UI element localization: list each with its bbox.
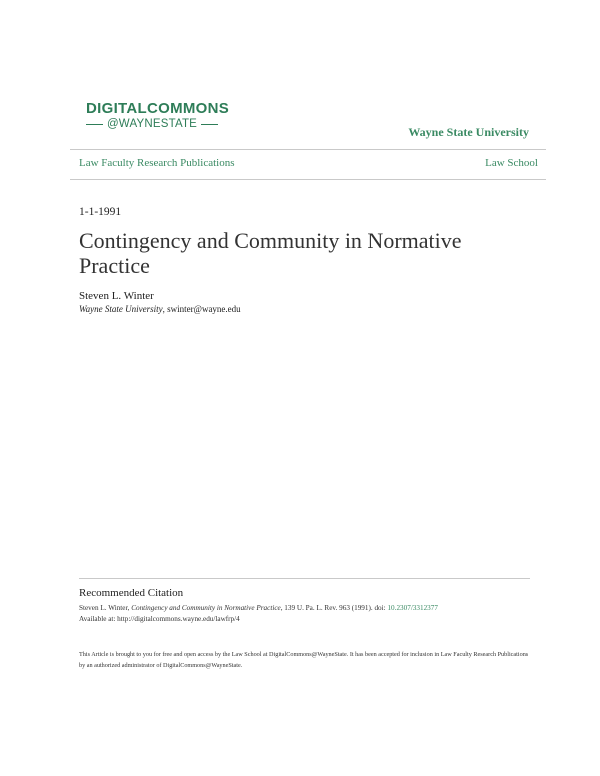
citation-suffix: , 139 U. Pa. L. Rev. 963 (1991). doi:: [280, 604, 388, 612]
author-name[interactable]: Steven L. Winter: [79, 290, 154, 302]
citation-heading: Recommended Citation: [79, 587, 184, 599]
publication-date: 1-1-1991: [79, 206, 122, 218]
logo-sub-text: @WAYNESTATE: [106, 118, 198, 130]
citation-prefix: Steven L. Winter,: [79, 604, 132, 612]
citation-text: [79, 603, 534, 625]
digitalcommons-logo[interactable]: DIGITALCOMMONS: [86, 100, 230, 117]
document-title[interactable]: Contingency and Community in Normative Practice: [79, 228, 462, 278]
citation-work-title: Contingency and Community in Normative Practice: [131, 604, 281, 612]
header-bottom-rule: [70, 179, 546, 180]
author-email[interactable]: , swinter@wayne.edu: [162, 304, 241, 314]
logo-dash-left: [86, 124, 103, 125]
author-affiliation: [79, 304, 241, 314]
waynestate-logo-sub: [86, 118, 218, 130]
access-notice: This Article is brought to you for free and open access by the Law School at DigitalCommons@WayneState. It has been accepted for inclusion in Law Faculty Research Publications by an authorized administrator of DigitalCommons@WayneState.: [79, 651, 529, 669]
available-at[interactable]: Available at: http://digitalcommons.wayne.edu/lawfrp/4: [79, 615, 240, 623]
doi-link[interactable]: 10.2307/3312377: [387, 604, 438, 612]
university-link[interactable]: Wayne State University: [408, 125, 529, 139]
department-link[interactable]: Law School: [485, 157, 538, 169]
citation-rule: [79, 578, 530, 579]
header-top-rule: [70, 149, 546, 150]
logo-dash-right: [201, 124, 218, 125]
affiliation-institution: Wayne State University: [79, 304, 163, 314]
collection-link[interactable]: Law Faculty Research Publications: [79, 157, 235, 169]
